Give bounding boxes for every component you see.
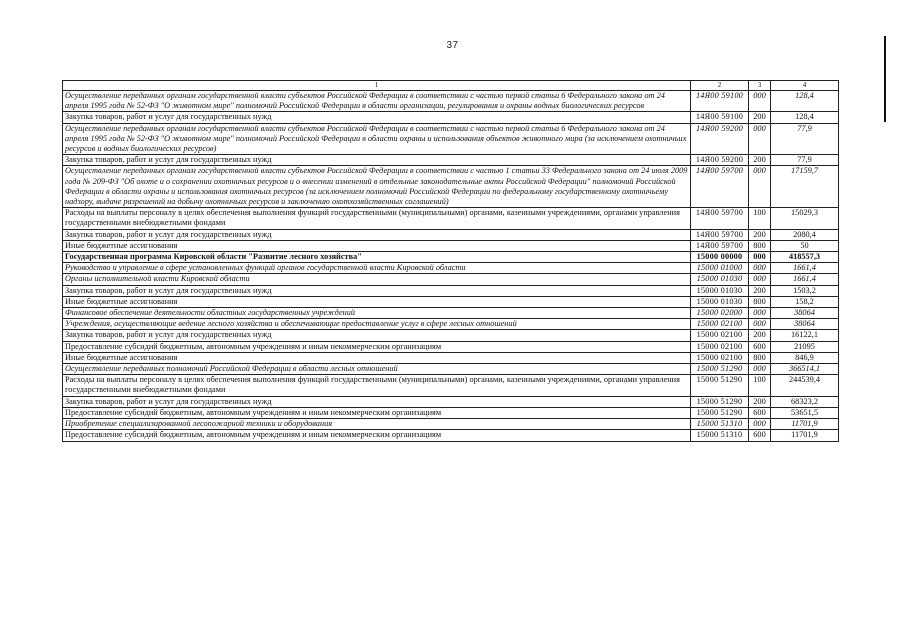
row-type: 800 xyxy=(749,352,771,363)
row-type: 200 xyxy=(749,229,771,240)
row-name: Предоставление субсидий бюджетным, автономным учреждениям и иным некоммерческим организациям xyxy=(63,341,691,352)
row-code: 15000 02100 xyxy=(691,330,749,341)
row-type: 000 xyxy=(749,319,771,330)
row-sum: 244539,4 xyxy=(771,375,839,396)
table-row xyxy=(63,352,839,363)
row-name: Финансовое обеспечение деятельности областных государственных учреждений xyxy=(63,308,691,319)
row-code: 14Я00 59700 xyxy=(691,229,749,240)
row-code: 15000 51310 xyxy=(691,419,749,430)
row-sum: 38064 xyxy=(771,308,839,319)
table-row xyxy=(63,407,839,418)
table-row xyxy=(63,396,839,407)
row-type: 800 xyxy=(749,296,771,307)
table-row xyxy=(63,419,839,430)
row-name: Иные бюджетные ассигнования xyxy=(63,352,691,363)
row-type: 600 xyxy=(749,341,771,352)
row-name: Государственная программа Кировской области "Развитие лесного хозяйства" xyxy=(63,252,691,263)
row-name: Органы исполнительной власти Кировской области xyxy=(63,274,691,285)
row-code: 15000 02100 xyxy=(691,319,749,330)
table-row xyxy=(63,341,839,352)
row-code: 15000 01000 xyxy=(691,263,749,274)
row-code: 14Я00 59200 xyxy=(691,155,749,166)
budget-table xyxy=(62,80,839,442)
row-code: 15000 02100 xyxy=(691,341,749,352)
row-code: 15000 02000 xyxy=(691,308,749,319)
row-code: 15000 01030 xyxy=(691,285,749,296)
row-sum: 1661,4 xyxy=(771,274,839,285)
table-header-row xyxy=(63,81,839,91)
scan-edge-mark xyxy=(884,36,886,122)
row-sum: 17159,7 xyxy=(771,166,839,208)
row-sum: 1661,4 xyxy=(771,263,839,274)
row-code: 14Я00 59200 xyxy=(691,123,749,155)
row-code: 14Я00 59700 xyxy=(691,166,749,208)
row-type: 600 xyxy=(749,407,771,418)
table-row xyxy=(63,274,839,285)
row-code: 15000 01030 xyxy=(691,296,749,307)
row-type: 000 xyxy=(749,263,771,274)
row-type: 000 xyxy=(749,252,771,263)
table-row xyxy=(63,229,839,240)
row-name: Иные бюджетные ассигнования xyxy=(63,296,691,307)
row-name: Закупка товаров, работ и услуг для государственных нужд xyxy=(63,155,691,166)
table-row xyxy=(63,123,839,155)
row-type: 000 xyxy=(749,166,771,208)
row-code: 15000 51290 xyxy=(691,396,749,407)
row-sum: 846,9 xyxy=(771,352,839,363)
header-code: 2 xyxy=(691,81,749,91)
table-row xyxy=(63,375,839,396)
row-name: Осуществление переданных органам государственной власти субъектов Российской Федерации в соответствии с частью первой статьи 6 Федерального закона от 24 апреля 1995 года № 52-ФЗ "О животном мире" полномочий Российской Федерации в области организации, регулирования и охраны водных биологических ресурсов xyxy=(63,91,691,112)
row-sum: 21095 xyxy=(771,341,839,352)
row-name: Учреждения, осуществляющие ведение лесного хозяйства и обеспечивающие предоставление услуг в сфере лесных отношений xyxy=(63,319,691,330)
row-type: 000 xyxy=(749,308,771,319)
table-row xyxy=(63,208,839,229)
row-code: 15000 51290 xyxy=(691,375,749,396)
row-name: Осуществление переданных органам государственной власти субъектов Российской Федерации в соответствии с частью 1 статьи 33 Федерального закона от 24 июля 2009 года № 209-ФЗ "Об охоте и о сохранении охотничьих ресурсов и о внесении изменений в отдельные законодательные акты Российской Федерации" полномочий Российской Федерации в области охраны и использования охотничьих ресурсов (за исключением полномочий Российской Федерации по федеральному государственному охотничьему надзору, выдаче разрешений на добычу охотничьих ресурсов и заключению охотхозяйственных соглашений) xyxy=(63,166,691,208)
header-name: 1 xyxy=(63,81,691,91)
row-sum: 11701,9 xyxy=(771,419,839,430)
row-sum: 38064 xyxy=(771,319,839,330)
row-name: Осуществление переданных органам государственной власти субъектов Российской Федерации в соответствии с частью первой статьи 6 Федерального закона от 24 апреля 1995 года № 52-ФЗ "О животном мире" полномочий Российской Федерации в области охраны и использования объектов животного мира (за исключением охотничьих ресурсов и водных биологических ресурсов) xyxy=(63,123,691,155)
row-name: Закупка товаров, работ и услуг для государственных нужд xyxy=(63,285,691,296)
row-type: 200 xyxy=(749,330,771,341)
row-name: Расходы на выплаты персоналу в целях обеспечения выполнения функций государственными (муниципальными) органами, казенными учреждениями, органами управления государственными внебюджетными фондами xyxy=(63,208,691,229)
row-name: Иные бюджетные ассигнования xyxy=(63,240,691,251)
header-sum: 4 xyxy=(771,81,839,91)
table-row xyxy=(63,330,839,341)
table-row xyxy=(63,430,839,441)
table-row xyxy=(63,112,839,123)
table-body xyxy=(63,91,839,442)
table-row xyxy=(63,91,839,112)
row-sum: 77,9 xyxy=(771,123,839,155)
row-name: Закупка товаров, работ и услуг для государственных нужд xyxy=(63,229,691,240)
row-sum: 50 xyxy=(771,240,839,251)
row-code: 15000 51310 xyxy=(691,430,749,441)
row-sum: 77,9 xyxy=(771,155,839,166)
row-type: 200 xyxy=(749,285,771,296)
row-name: Предоставление субсидий бюджетным, автономным учреждениям и иным некоммерческим организациям xyxy=(63,430,691,441)
row-code: 15000 01030 xyxy=(691,274,749,285)
table-row xyxy=(63,364,839,375)
row-code: 15000 51290 xyxy=(691,407,749,418)
row-code: 14Я00 59700 xyxy=(691,208,749,229)
row-sum: 15029,3 xyxy=(771,208,839,229)
table-row xyxy=(63,296,839,307)
row-code: 14Я00 59700 xyxy=(691,240,749,251)
table-row xyxy=(63,155,839,166)
row-type: 800 xyxy=(749,240,771,251)
row-sum: 128,4 xyxy=(771,112,839,123)
row-sum: 1503,2 xyxy=(771,285,839,296)
row-code: 15000 02100 xyxy=(691,352,749,363)
row-code: 15000 51290 xyxy=(691,364,749,375)
row-sum: 128,4 xyxy=(771,91,839,112)
row-sum: 11701,9 xyxy=(771,430,839,441)
row-type: 000 xyxy=(749,364,771,375)
row-code: 14Я00 59100 xyxy=(691,91,749,112)
table-row xyxy=(63,166,839,208)
row-name: Закупка товаров, работ и услуг для государственных нужд xyxy=(63,330,691,341)
table-row xyxy=(63,319,839,330)
row-type: 200 xyxy=(749,155,771,166)
row-sum: 68323,2 xyxy=(771,396,839,407)
table-row xyxy=(63,308,839,319)
row-type: 000 xyxy=(749,274,771,285)
table-row xyxy=(63,285,839,296)
table-row xyxy=(63,252,839,263)
row-type: 600 xyxy=(749,430,771,441)
row-sum: 53651,5 xyxy=(771,407,839,418)
page-number: 37 xyxy=(446,40,459,51)
row-code: 15000 00000 xyxy=(691,252,749,263)
row-name: Предоставление субсидий бюджетным, автономным учреждениям и иным некоммерческим организациям xyxy=(63,407,691,418)
row-type: 200 xyxy=(749,112,771,123)
row-name: Руководство и управление в сфере установленных функций органов государственной власти Кировской области xyxy=(63,263,691,274)
row-type: 000 xyxy=(749,419,771,430)
row-sum: 366514,1 xyxy=(771,364,839,375)
row-sum: 158,2 xyxy=(771,296,839,307)
row-name: Приобретение специализированной лесопожарной техники и оборудования xyxy=(63,419,691,430)
table-row xyxy=(63,240,839,251)
row-name: Закупка товаров, работ и услуг для государственных нужд xyxy=(63,396,691,407)
row-name: Закупка товаров, работ и услуг для государственных нужд xyxy=(63,112,691,123)
table-row xyxy=(63,263,839,274)
row-type: 100 xyxy=(749,208,771,229)
row-code: 14Я00 59100 xyxy=(691,112,749,123)
row-name: Расходы на выплаты персоналу в целях обеспечения выполнения функций государственными (муниципальными) органами, казенными учреждениями, органами управления государственными внебюджетными фондами xyxy=(63,375,691,396)
row-type: 000 xyxy=(749,123,771,155)
row-type: 000 xyxy=(749,91,771,112)
row-sum: 2080,4 xyxy=(771,229,839,240)
row-type: 100 xyxy=(749,375,771,396)
row-name: Осуществление переданных полномочий Российской Федерации в области лесных отношений xyxy=(63,364,691,375)
header-type: 3 xyxy=(749,81,771,91)
row-sum: 16122,1 xyxy=(771,330,839,341)
row-sum: 418557,3 xyxy=(771,252,839,263)
row-type: 200 xyxy=(749,396,771,407)
